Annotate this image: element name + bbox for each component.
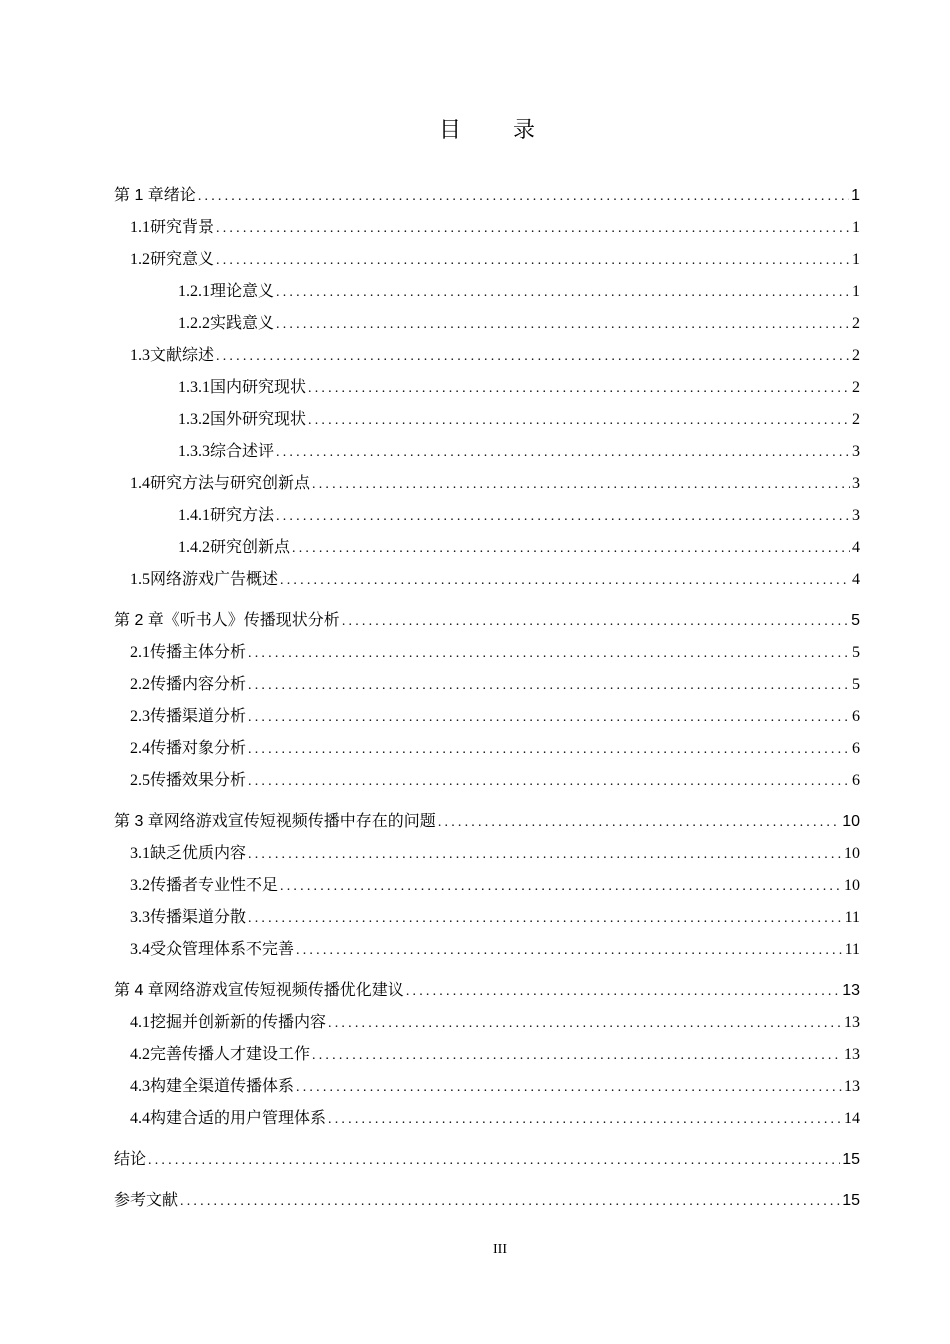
toc-entry[interactable] xyxy=(114,1185,860,1217)
toc-entry-page: 4 xyxy=(852,571,860,588)
toc-entry[interactable] xyxy=(114,902,860,934)
toc-entry-label: 研究方法 xyxy=(210,507,275,524)
toc-entry-page: 13 xyxy=(844,1046,860,1063)
toc-entry-number: 3.1 xyxy=(130,845,150,862)
toc-entry-number: 1.4.2 xyxy=(178,539,210,556)
toc-entry-page: 6 xyxy=(852,772,860,789)
toc-entry[interactable] xyxy=(114,806,860,838)
toc-dot-leader xyxy=(438,807,840,839)
toc-entry[interactable] xyxy=(114,308,860,340)
toc-entry[interactable] xyxy=(114,500,860,532)
toc-entry-label: 研究方法与研究创新点 xyxy=(150,475,311,492)
toc-entry-page: 13 xyxy=(844,1078,860,1095)
toc-entry-page: 2 xyxy=(852,315,860,332)
toc-entry-number: 2.4 xyxy=(130,740,150,757)
toc-entry-label: 传播对象分析 xyxy=(150,740,247,757)
toc-entry[interactable] xyxy=(114,244,860,276)
toc-dot-leader xyxy=(312,1040,842,1072)
toc-dot-leader xyxy=(148,1145,840,1177)
toc-entry-label: 挖掘并创新新的传播内容 xyxy=(150,1014,327,1031)
toc-entry-label: 传播渠道分析 xyxy=(150,708,247,725)
toc-entry[interactable] xyxy=(114,637,860,669)
toc-entry-page: 1 xyxy=(852,251,860,268)
toc-entry-number: 4.1 xyxy=(130,1014,150,1031)
toc-dot-leader xyxy=(216,245,850,277)
toc-dot-leader xyxy=(328,1008,842,1040)
toc-entry-number: 1.3 xyxy=(130,347,150,364)
toc-entry-page: 3 xyxy=(852,507,860,524)
toc-entry-page: 3 xyxy=(852,443,860,460)
toc-entry-page: 13 xyxy=(842,982,860,999)
toc-entry-label: 绪论 xyxy=(163,187,196,204)
toc-dot-leader xyxy=(248,734,850,766)
toc-entry-label: 结论 xyxy=(114,1151,147,1168)
toc-entry-label: 实践意义 xyxy=(210,315,275,332)
toc-entry-page: 13 xyxy=(844,1014,860,1031)
toc-entry-page: 14 xyxy=(844,1110,860,1127)
toc-entry-label: 研究意义 xyxy=(150,251,215,268)
toc-entry[interactable] xyxy=(114,934,860,966)
toc-entry[interactable] xyxy=(114,838,860,870)
toc-entry-number: 4.2 xyxy=(130,1046,150,1063)
toc-entry-page: 5 xyxy=(852,676,860,693)
toc-dot-leader xyxy=(296,935,843,967)
toc-entry-page: 15 xyxy=(842,1151,860,1168)
toc-entry[interactable] xyxy=(114,733,860,765)
toc-dot-leader xyxy=(276,437,850,469)
toc-entry-number: 4.3 xyxy=(130,1078,150,1095)
toc-entry-number: 1.3.2 xyxy=(178,411,210,428)
toc-entry-page: 3 xyxy=(852,475,860,492)
toc-entry-page: 1 xyxy=(852,219,860,236)
toc-entry-number: 1.4 xyxy=(130,475,150,492)
toc-entry-page: 10 xyxy=(844,877,860,894)
toc-entry[interactable] xyxy=(114,404,860,436)
toc-entry-label: 研究创新点 xyxy=(210,539,291,556)
toc-entry-label: 构建合适的用户管理体系 xyxy=(150,1110,327,1127)
toc-entry-number: 第 2 章 xyxy=(114,612,164,629)
toc-entry[interactable] xyxy=(114,468,860,500)
toc-entry[interactable] xyxy=(114,372,860,404)
toc-entry-number: 3.4 xyxy=(130,941,150,958)
toc-entry-page: 11 xyxy=(844,941,860,958)
toc-entry-number: 1.2 xyxy=(130,251,150,268)
toc-entry-label: 传播渠道分散 xyxy=(150,909,247,926)
toc-entry[interactable] xyxy=(114,669,860,701)
toc-entry-page: 1 xyxy=(851,187,860,204)
toc-entry-number: 2.3 xyxy=(130,708,150,725)
toc-entry[interactable] xyxy=(114,1071,860,1103)
toc-dot-leader xyxy=(248,638,850,670)
toc-entry-label: 完善传播人才建设工作 xyxy=(150,1046,311,1063)
toc-entry-label: 综合述评 xyxy=(210,443,275,460)
toc-entry-label: 网络游戏广告概述 xyxy=(150,571,279,588)
toc-entry-page: 6 xyxy=(852,708,860,725)
toc-entry-page: 10 xyxy=(842,813,860,830)
toc-entry-page: 5 xyxy=(852,644,860,661)
toc-entry-number: 第 4 章 xyxy=(114,982,164,999)
toc-entry-page: 2 xyxy=(852,411,860,428)
toc-dot-leader xyxy=(248,766,850,798)
toc-entry-label: 传播主体分析 xyxy=(150,644,247,661)
toc-entry-label: 传播效果分析 xyxy=(150,772,247,789)
toc-dot-leader xyxy=(342,606,849,638)
toc-dot-leader xyxy=(312,469,850,501)
toc-entry-label: 国内研究现状 xyxy=(210,379,307,396)
page-title xyxy=(0,114,950,148)
toc-entry[interactable] xyxy=(114,1144,860,1176)
toc-entry-label: 国外研究现状 xyxy=(210,411,307,428)
toc-entry[interactable] xyxy=(114,1007,860,1039)
toc-dot-leader xyxy=(216,213,850,245)
toc-dot-leader xyxy=(248,903,843,935)
toc-entry-page: 4 xyxy=(852,539,860,556)
toc-dot-leader xyxy=(276,309,850,341)
toc-dot-leader xyxy=(292,533,850,565)
toc-entry-number: 4.4 xyxy=(130,1110,150,1127)
toc-entry-label: 文献综述 xyxy=(150,347,215,364)
toc-entry-page: 15 xyxy=(842,1192,860,1209)
toc-entry-number: 1.1 xyxy=(130,219,150,236)
toc-entry[interactable] xyxy=(114,701,860,733)
toc-entry-number: 3.3 xyxy=(130,909,150,926)
toc-dot-leader xyxy=(280,565,850,597)
toc-entry[interactable] xyxy=(114,180,860,212)
page-number: III xyxy=(493,1242,507,1257)
toc-dot-leader xyxy=(248,839,842,871)
toc-entry-page: 1 xyxy=(852,283,860,300)
toc-entry-page: 6 xyxy=(852,740,860,757)
toc-entry[interactable] xyxy=(114,1039,860,1071)
toc-entry[interactable] xyxy=(114,605,860,637)
toc-entry[interactable] xyxy=(114,340,860,372)
toc-entry-number: 第 1 章 xyxy=(114,187,164,204)
toc-entry-label: 理论意义 xyxy=(210,283,275,300)
page-title-right: 录 xyxy=(513,118,538,143)
toc-entry-number: 1.2.1 xyxy=(178,283,210,300)
toc-entry-label: 参考文献 xyxy=(114,1192,179,1209)
toc-dot-leader xyxy=(308,405,850,437)
toc-dot-leader xyxy=(308,373,850,405)
toc-dot-leader xyxy=(280,871,842,903)
toc-entry-label: 《听书人》传播现状分析 xyxy=(163,612,340,629)
toc-entry-page: 10 xyxy=(844,845,860,862)
toc-entry-page: 5 xyxy=(851,612,860,629)
toc-dot-leader xyxy=(276,277,850,309)
toc-dot-leader xyxy=(406,976,840,1008)
toc-entry-number: 3.2 xyxy=(130,877,150,894)
toc-entry-number: 2.1 xyxy=(130,644,150,661)
table-of-contents xyxy=(114,180,860,1217)
toc-dot-leader xyxy=(248,702,850,734)
toc-dot-leader xyxy=(248,670,850,702)
toc-entry[interactable] xyxy=(114,870,860,902)
toc-entry[interactable] xyxy=(114,212,860,244)
page-title-left: 目 xyxy=(438,118,463,143)
toc-dot-leader xyxy=(276,501,850,533)
toc-entry-page: 2 xyxy=(852,379,860,396)
toc-entry-page: 11 xyxy=(844,909,860,926)
toc-entry-number: 1.2.2 xyxy=(178,315,210,332)
toc-entry[interactable] xyxy=(114,765,860,797)
toc-entry[interactable] xyxy=(114,436,860,468)
toc-dot-leader xyxy=(180,1186,840,1218)
toc-entry-number: 2.2 xyxy=(130,676,150,693)
toc-entry-number: 1.5 xyxy=(130,571,150,588)
toc-entry-label: 网络游戏宣传短视频传播中存在的问题 xyxy=(163,813,436,830)
toc-entry-label: 传播者专业性不足 xyxy=(150,877,279,894)
toc-entry-label: 网络游戏宣传短视频传播优化建议 xyxy=(163,982,404,999)
toc-entry-label: 受众管理体系不完善 xyxy=(150,941,295,958)
toc-entry[interactable] xyxy=(114,564,860,596)
toc-entry[interactable] xyxy=(114,975,860,1007)
toc-dot-leader xyxy=(216,341,850,373)
toc-entry-number: 1.3.3 xyxy=(178,443,210,460)
toc-entry[interactable] xyxy=(114,1103,860,1135)
toc-entry[interactable] xyxy=(114,532,860,564)
toc-entry-page: 2 xyxy=(852,347,860,364)
toc-entry-number: 第 3 章 xyxy=(114,813,164,830)
toc-entry-number: 1.3.1 xyxy=(178,379,210,396)
toc-entry-label: 传播内容分析 xyxy=(150,676,247,693)
toc-entry-label: 构建全渠道传播体系 xyxy=(150,1078,295,1095)
toc-dot-leader xyxy=(198,181,849,213)
toc-entry-number: 2.5 xyxy=(130,772,150,789)
toc-entry-label: 研究背景 xyxy=(150,219,215,236)
toc-entry-number: 1.4.1 xyxy=(178,507,210,524)
toc-entry-label: 缺乏优质内容 xyxy=(150,845,247,862)
toc-entry[interactable] xyxy=(114,276,860,308)
toc-dot-leader xyxy=(296,1072,842,1104)
toc-dot-leader xyxy=(328,1104,842,1136)
